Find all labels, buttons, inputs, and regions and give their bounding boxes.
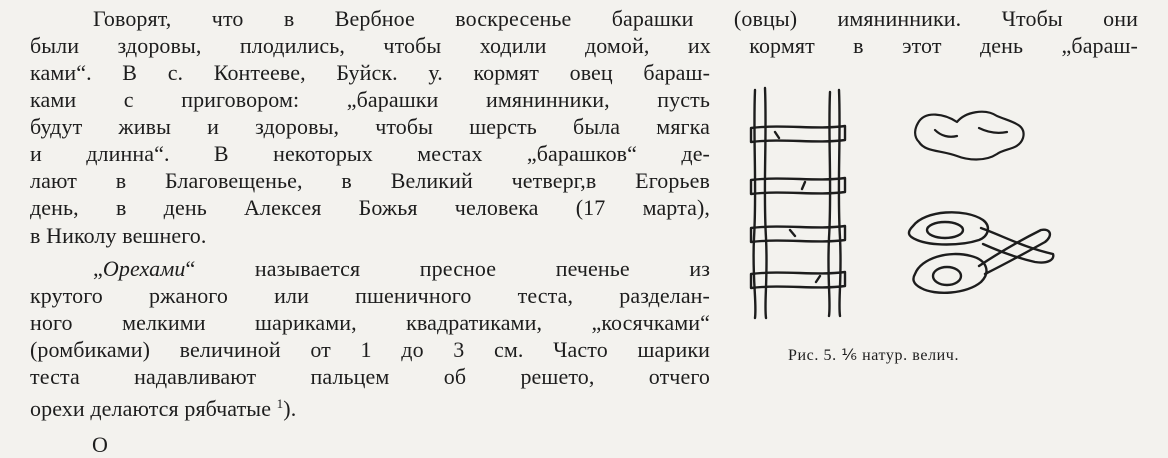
text-line: ного мелкими шариками, квадратиками, „косячками“: [30, 310, 710, 335]
text-line: были здоровы, плодились, чтобы ходили домой, их кормят в этот день „бараш-: [30, 33, 1138, 58]
text-line: [93, 256, 710, 282]
figure-caption: Рис. 5. ⅙ натур. велич.: [788, 347, 960, 364]
text-line: ками“. В с. Контееве, Буйск. у. кормят овец бараш-: [30, 60, 710, 85]
footnote-mark: 1: [276, 396, 284, 411]
text-line: крутого ржаного или пшеничного теста, разделан-: [30, 283, 710, 308]
quote-open: „: [93, 256, 103, 281]
text-run: орехи делаются рябчатые: [30, 396, 272, 421]
text-line: в Николу вешнего.: [30, 223, 207, 248]
text-run: “ называется пресное печенье из: [185, 256, 710, 281]
italic-term: Орехами: [102, 256, 186, 281]
text-line: лают в Благовещенье, в Великий четверг,в Егорьев: [30, 168, 710, 193]
scissors-drawing: [909, 212, 1053, 293]
text-line: теста надавливают пальцем об решето, отчего: [30, 364, 710, 389]
text-line: день, в день Алексея Божья человека (17 марта),: [30, 195, 710, 220]
text-line: будут живы и здоровы, чтобы шерсть была мягка: [30, 114, 710, 139]
lamb-drawing: [915, 112, 1024, 160]
text-line: и длинна“. В некоторых местах „барашков“ де-: [30, 141, 710, 166]
ladder-drawing: [751, 88, 845, 318]
text-run: ).: [283, 396, 297, 421]
text-line: Говорят, что в Вербное воскресенье барашки (овцы) имянинники. Чтобы они: [93, 6, 1138, 31]
text-line: ками с приговором: „барашки имянинники, пусть: [30, 87, 710, 112]
next-line-fragment: О: [92, 432, 111, 457]
text-line: [30, 391, 296, 422]
figure-illustration: [735, 78, 1065, 338]
text-line: (ромбиками) величиной от 1 до 3 см. Часто шарики: [30, 337, 710, 362]
